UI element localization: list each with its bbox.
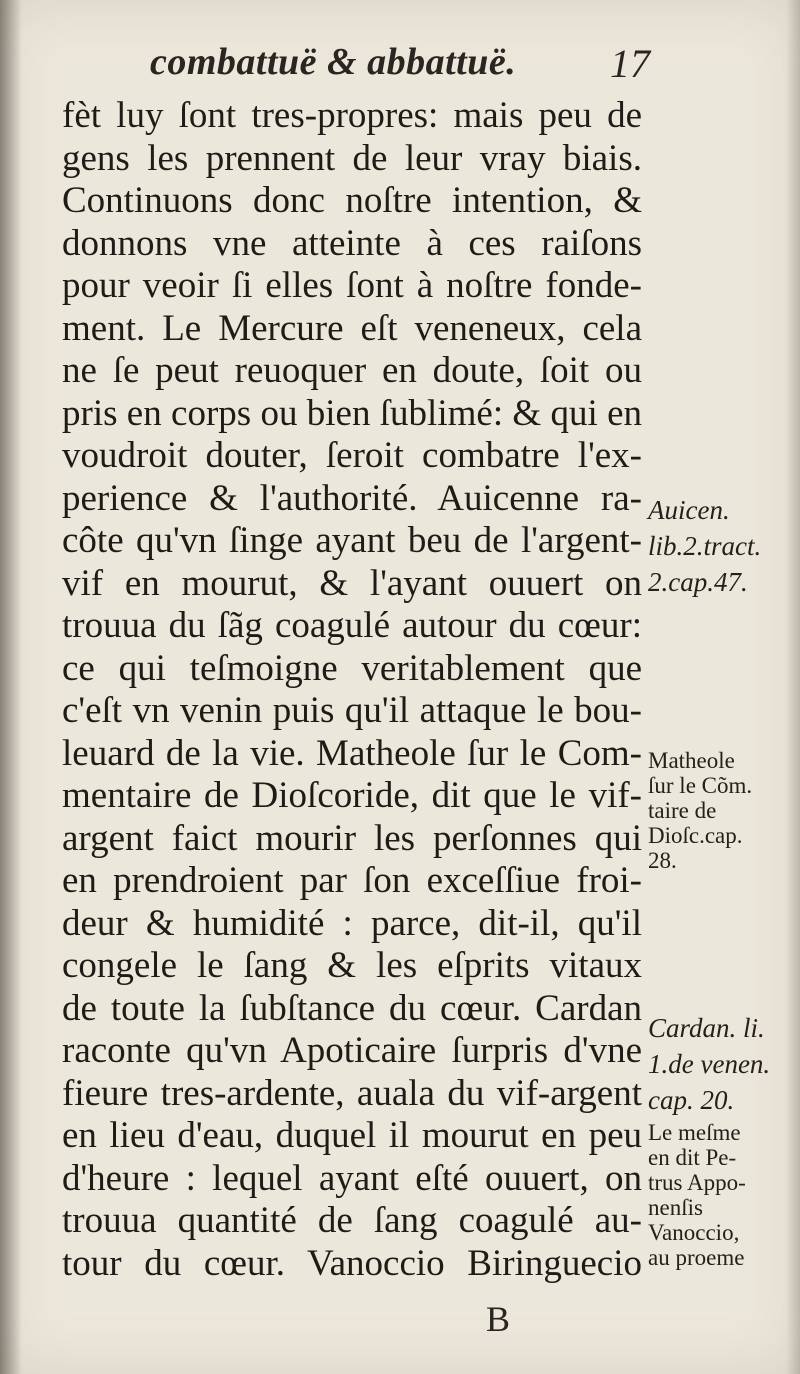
text-line: fèt luy ſont tres-propres: mais peu de — [62, 95, 642, 136]
margin-note-line: Vanoccio, — [648, 1220, 740, 1245]
signature-mark: B — [486, 1299, 511, 1339]
text-line: fieure tres-ardente, auala du vif-argent — [62, 1072, 642, 1114]
page-header — [150, 40, 650, 90]
margin-note-line: cap. 20. — [648, 1085, 735, 1115]
margin-note-line: ſur le Cõm. — [648, 773, 753, 798]
text-line: voudroit douter, ſeroit combatre l'ex- — [62, 435, 642, 476]
text-line: pour veoir ſi elles ſont à noſtre fonde- — [62, 265, 642, 306]
text-line: perience & l'authorité. Auicenne ra- — [62, 477, 642, 519]
text-line: c'eſt vn venin puis qu'il attaque le bou- — [62, 690, 642, 731]
margin-note-matheole — [648, 748, 752, 873]
text-line: leuard de la vie. Matheole ſur le Com- — [62, 732, 642, 774]
margin-note-cardan — [648, 1010, 770, 1118]
text-line: pris en corps ou bien ſublimé: & qui en — [62, 392, 642, 434]
text-line: congele le ſang & les eſprits vitaux — [62, 945, 642, 986]
text-line: trouua du ſãg coagulé autour du cœur: — [62, 605, 642, 646]
text-line: trouua quantité de ſang coagulé au- — [62, 1200, 642, 1241]
page-number: 17 — [610, 41, 650, 86]
text-line: en lieu d'eau, duquel il mourut en peu — [62, 1115, 642, 1156]
text-line: vif en mourut, & l'ayant ouuert on — [62, 562, 642, 604]
margin-note-pietro — [648, 1120, 746, 1270]
text-line: mentaire de Dioſcoride, dit que le vif- — [62, 775, 642, 816]
margin-note-line: 2.cap.47. — [648, 567, 748, 597]
text-line: donnons vne atteinte à ces raiſons — [62, 222, 642, 264]
margin-note-line: Dioſc.cap. — [648, 823, 743, 848]
text-line: raconte qu'vn Apoticaire ſurpris d'vne — [62, 1030, 642, 1071]
text-line: argent faict mourir les perſonnes qui — [62, 817, 642, 859]
page-edge-shadow — [786, 0, 800, 1374]
margin-note-line: Cardan. li. — [648, 1013, 765, 1043]
text-line: de toute la ſubſtance du cœur. Cardan — [62, 987, 642, 1029]
spine-shadow — [0, 0, 22, 1374]
text-line: deur & humidité : parce, dit-il, qu'il — [62, 902, 642, 944]
text-line: ne ſe peut reuoquer en doute, ſoit ou — [62, 350, 642, 391]
margin-note-line: trus Appo- — [648, 1170, 746, 1195]
margin-note-line: en dit Pe- — [648, 1145, 737, 1170]
text-line: en prendroient par ſon exceſſiue froi- — [62, 860, 642, 901]
text-line: tour du cœur. Vanoccio Biringuecio — [62, 1242, 642, 1284]
margin-note-line: nenſis — [648, 1195, 703, 1220]
text-line: ment. Le Mercure eſt veneneux, cela — [62, 307, 642, 349]
margin-note-line: au proeme — [648, 1245, 745, 1270]
margin-note-auicen — [648, 492, 761, 600]
text-line: Continuons donc noſtre intention, & — [62, 180, 642, 221]
text-line: gens les prennent de leur vray biais. — [62, 137, 642, 179]
margin-note-line: Matheole — [648, 748, 735, 773]
margin-note-line: Le meſme — [648, 1120, 741, 1145]
text-line: d'heure : lequel ayant eſté ouuert, on — [62, 1157, 642, 1199]
running-head: combattuë & abbattuë. — [150, 41, 517, 83]
margin-note-line: 28. — [648, 848, 677, 873]
text-line: côte qu'vn ſinge ayant beu de l'argent- — [62, 520, 642, 561]
margin-note-line: lib.2.tract. — [648, 531, 762, 561]
text-line: ce qui teſmoigne veritablement que — [62, 647, 642, 689]
margin-note-line: Auicen. — [648, 495, 730, 525]
margin-note-line: taire de — [648, 798, 717, 823]
body-text — [62, 95, 642, 1285]
margin-note-line: 1.de venen. — [648, 1049, 771, 1079]
